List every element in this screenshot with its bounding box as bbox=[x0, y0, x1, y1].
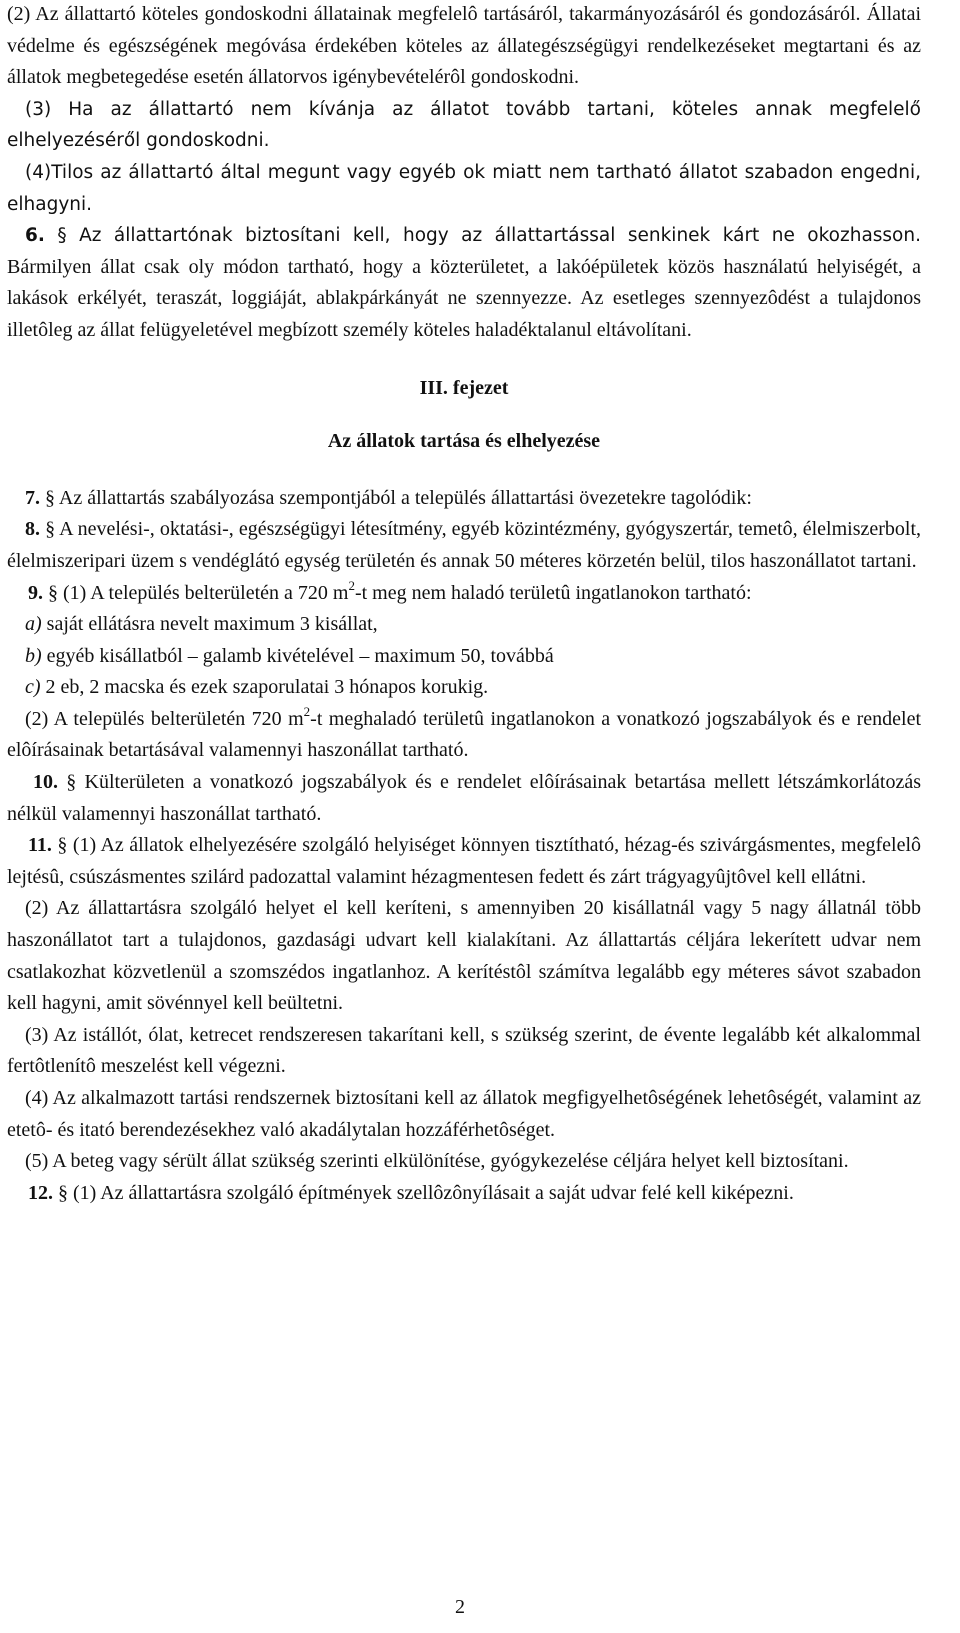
document-page bbox=[7, 0, 921, 1209]
list-item bbox=[25, 641, 921, 673]
list-marker: b) bbox=[25, 644, 42, 667]
section-11-paragraph-4: (4) Az alkalmazott tartási rendszernek biztosítani kell az állatok megfigyelhetôségének lehetôségét, valamint az etetô- és itató berendezésekhez való akadálytalan hozzáférhetôséget. bbox=[7, 1087, 921, 1141]
section-7-number: 7. bbox=[25, 486, 40, 509]
section-8-text: A nevelési-, oktatási-, egészségügyi létesítmény, egyéb közintézmény, gyógyszertár, temetô, élelmiszerbolt, élelmiszeripari üzem s vendéglátó egység területén és annak 50 méteres körzetén belül, tilos haszonállatot tartani. bbox=[7, 518, 922, 572]
paragraph-5-2: (2) Az állattartó köteles gondoskodni állatainak megfelelô tartásáról, takarmányozásáról és gondozásáról. Állatai védelme és egészségének megóvása érdekében köteles az állategészségügyi rendelkezéseket megtartani és az állatok megbetegedése esetén állatorvos igénybevételérôl gondoskodni. bbox=[7, 3, 921, 89]
section-10-text: Külterületen a vonatkozó jogszabályok és e rendelet elôírásainak betartása mellett létszámkorlátozás nélkül valamennyi haszonállat tartható. bbox=[7, 771, 922, 825]
chapter-heading: III. fejezet bbox=[419, 376, 509, 399]
paragraph-5-4: (4)Tilos az állattartó által megunt vagy egyéb ok miatt nem tartható állatot szabadon engedni, elhagyni. bbox=[7, 161, 921, 215]
section-9-p1-text: (1) A település belterületén a 720 m bbox=[63, 581, 349, 604]
section-sign: § bbox=[45, 486, 55, 509]
page-number: 2 bbox=[455, 1596, 465, 1618]
section-6-number: 6. bbox=[25, 225, 45, 247]
chapter-title: Az állatok tartása és elhelyezése bbox=[327, 430, 601, 453]
section-9-paragraph-1 bbox=[7, 578, 921, 610]
section-10 bbox=[7, 767, 921, 830]
section-sign: § bbox=[57, 834, 68, 857]
list-item bbox=[25, 609, 921, 641]
section-9-list bbox=[7, 609, 921, 704]
section-9-paragraph-2 bbox=[7, 704, 921, 767]
section-6-text-part1: Az állattartónak biztosítani kell, hogy az állattartással senkinek kárt ne okozhasson. bbox=[79, 225, 921, 247]
section-11-paragraph-2: (2) Az állattartásra szolgáló helyet el kell keríteni, s amennyiben 20 kisállatnál vagy 5 nagy állatnál több haszonállatot tart a tulajdonos, gazdasági udvart kell kialakítani. Az állattartás céljára lekerített udvar nem csatlakozhat közvetlenül a szomszédos ingatlanhoz. A kerítéstôl számítva legalább egy méteres sávot szabadon kell hagyni, amit sövénnyel kell beültetni. bbox=[7, 897, 921, 1015]
list-item bbox=[25, 672, 921, 704]
section-10-number: 10. bbox=[33, 771, 58, 794]
superscript: 2 bbox=[348, 577, 355, 593]
section-sign: § bbox=[45, 518, 56, 541]
section-8 bbox=[7, 514, 921, 577]
list-marker: c) bbox=[25, 676, 41, 699]
section-9-p2-text-cont: -t meghaladó területû ingatlanokon a vonatkozó jogszabályok és e rendelet elôírásainak betartásával valamennyi haszonállat tartható. bbox=[7, 707, 922, 762]
section-sign: § bbox=[58, 1181, 68, 1204]
list-item-text: saját ellátásra nevelt maximum 3 kisállat, bbox=[46, 613, 378, 636]
section-6 bbox=[7, 220, 921, 346]
section-11-paragraph-3: (3) Az istállót, ólat, ketrecet rendszeresen takarítani kell, s szükség szerint, de évente legalább két alkalommal fertôtlenítô meszelést kell végezni. bbox=[7, 1023, 921, 1078]
section-8-number: 8. bbox=[25, 518, 40, 541]
superscript: 2 bbox=[303, 703, 311, 719]
section-sign: § bbox=[66, 771, 77, 794]
section-12 bbox=[7, 1178, 921, 1210]
section-sign: § bbox=[57, 225, 67, 247]
section-11-paragraph-5: (5) A beteg vagy sérült állat szükség szerinti elkülönítése, gyógykezelése céljára helyet kell biztosítani. bbox=[25, 1150, 849, 1173]
section-7-text: Az állattartás szabályozása szempontjából a település állattartási övezetekre tagolódik: bbox=[58, 486, 752, 509]
list-item-text: 2 eb, 2 macska és ezek szaporulatai 3 hónapos korukig. bbox=[45, 676, 489, 699]
section-9-p1-text-cont: -t meg nem haladó területû ingatlanokon tartható: bbox=[354, 581, 752, 604]
section-11-paragraph-1 bbox=[7, 830, 921, 893]
section-sign: § bbox=[48, 581, 58, 604]
section-9-number: 9. bbox=[28, 581, 43, 604]
section-12-text: (1) Az állattartásra szolgáló építmények szellôzônyílásait a saját udvar felé kell kiképezni. bbox=[73, 1181, 794, 1204]
list-item-text: egyéb kisállatból – galamb kivételével – maximum 50, továbbá bbox=[46, 644, 554, 667]
section-6-text-part2: Bármilyen állat csak oly módon tartható, hogy a közterületet, a lakóépületek közös használatú helyiségét, a lakások erkélyét, teraszát, loggiáját, ablakpárkányát ne szennyezze. Az esetleges szennyezôdést a tulajdonos illetôleg az állat felügyeletével megbízott személy köteles haladéktalanul eltávolítani. bbox=[7, 255, 921, 341]
section-7 bbox=[7, 483, 921, 515]
section-12-number: 12. bbox=[28, 1181, 53, 1204]
section-9-p2-text: (2) A település belterületén 720 m bbox=[25, 707, 304, 730]
section-11-p1-text: (1) Az állatok elhelyezésére szolgáló helyiséget könnyen tisztítható, hézag-és szivárgásmentes, megfelelô lejtésû, csúszásmentes szilárd padozattal valamint hézagmentesen fedett és zárt trágyagyûjtôvel kell ellátni. bbox=[7, 834, 922, 888]
section-11-number: 11. bbox=[28, 834, 52, 857]
list-marker: a) bbox=[25, 613, 42, 636]
paragraph-5-3: (3) Ha az állattartó nem kívánja az állatot tovább tartani, köteles annak megfelelő elhelyezéséről gondoskodni. bbox=[7, 98, 921, 152]
